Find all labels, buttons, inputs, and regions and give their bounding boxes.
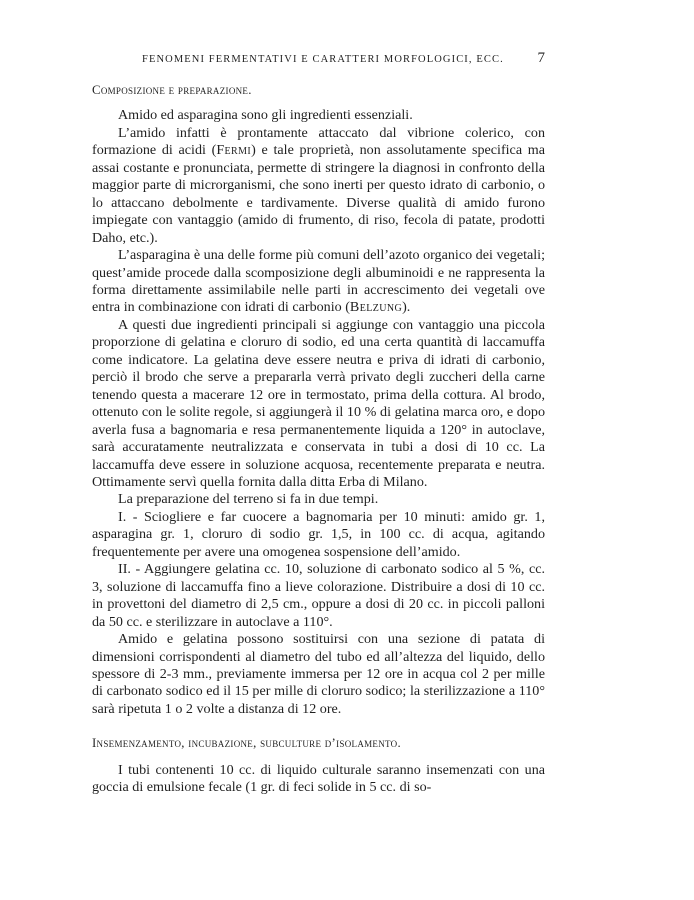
paragraph: L’amido infatti è prontamente attaccato dal vibrione colerico, con formazione di acidi (Fermi) e tale proprietà, non assolutamente specifica ma assai costante e pronunciata, permette di stringere la diagnosi in confronto della maggior parte di microrganismi, che sono inerti per questo idrato di carbonio, o lo attaccano debolmente e tardivamente. Diverse qualità di amido furono impiegate con vantaggio (amido di frumento, di riso, fecola di patate, prodotti Daho, etc.). bbox=[92, 124, 545, 246]
paragraph: A questi due ingredienti principali si aggiunge con vantaggio una piccola proporzione di gelatina e cloruro di sodio, ed una certa quantità di laccamuffa come indicatore. La gelatina deve essere neutra e priva di idrati di carbonio, perciò il brodo che serve a prepararla verrà privato degli zuccheri della carne tenendo questa a macerare 12 ore in termostato, prima della cottura. Al brodo, ottenuto con le solite regole, si aggiungerà il 10 % di gelatina marca oro, e dopo averla fusa a bagnomaria e resa permanentemente liquida a 120° in autoclave, sarà accuratamente neutralizzata e conservata in tubi a dosi di 10 cc. La laccamuffa deve essere in soluzione acquosa, recentemente preparata e neutra. Ottimamente servì quella fornita dalla ditta Erba di Milano. bbox=[92, 316, 545, 490]
paragraph: L’asparagina è una delle forme più comuni dell’azoto organico dei vegetali; quest’amide procede dalla scomposizione degli albuminoidi e ne rappresenta la forma direttamente assimilabile nelle parti in accrescimento dei vegetali ove entra in combinazione con idrati di carbonio (Belzung). bbox=[92, 247, 545, 316]
paragraph: La preparazione del terreno si fa in due tempi. bbox=[118, 491, 379, 508]
paragraph: Amido ed asparagina sono gli ingredienti essenziali. bbox=[118, 107, 413, 124]
page-body bbox=[92, 82, 545, 797]
author-name: Fermi bbox=[216, 142, 252, 159]
section-heading: Insemenzamento, incubazione, subculture d’isolamento. bbox=[92, 736, 401, 751]
paragraph: II. - Aggiungere gelatina cc. 10, soluzione di carbonato sodico al 5 %, cc. 3, soluzione di laccamuffa fino a lieve colorazione. Distribuire a dosi di 10 cc. in provettoni del diametro di 2,5 cm., oppure a dosi di 20 cc. in piccoli palloni da 50 cc. e sterilizzare in autoclave a 110°. bbox=[92, 561, 545, 630]
paragraph: Amido e gelatina possono sostituirsi con una sezione di patata di dimensioni corrispondenti al diametro del tubo ed all’altezza del liquido, dello spessore di 2-3 mm., previamente immersa per 12 ore in acqua col 2 per mille di carbonato sodico ed il 15 per mille di cloruro sodico; la sterilizzazione a 110° sarà ripetuta 1 o 2 volte a distanza di 12 ore. bbox=[92, 631, 545, 717]
page-number: 7 bbox=[537, 50, 545, 66]
paragraph: I. - Sciogliere e far cuocere a bagnomaria per 10 minuti: amido gr. 1, asparagina gr. 1, cloruro di sodio gr. 1,5, in 100 cc. di acqua, agitando frequentemente per avere una omogenea sospensione dell’amido. bbox=[92, 508, 545, 560]
section-heading: Composizione e preparazione. bbox=[92, 83, 252, 97]
paragraph: I tubi contenenti 10 cc. di liquido culturale saranno insemenzati con una goccia di emulsione fecale (1 gr. di feci solide in 5 cc. di so- bbox=[92, 761, 545, 796]
author-name: Belzung bbox=[349, 299, 403, 316]
running-head-title: FENOMENI FERMENTATIVI E CARATTERI MORFOLOGICI, ECC. bbox=[142, 54, 504, 65]
